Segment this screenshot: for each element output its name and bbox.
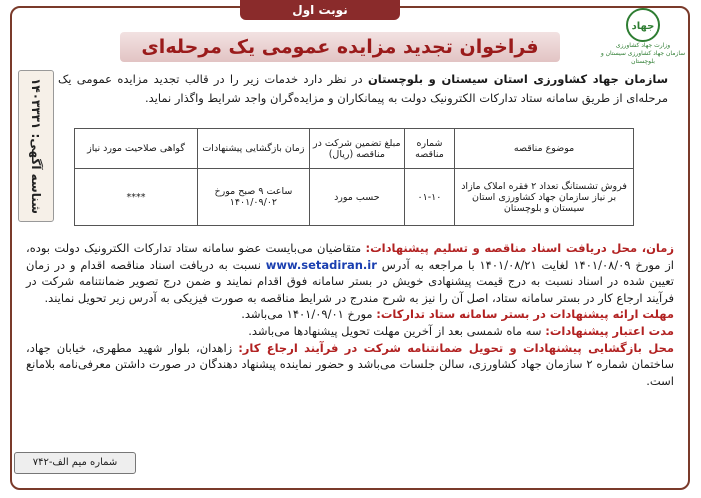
ad-id-box [18,70,54,222]
paragraph-deadline [26,306,674,323]
organization-logo [599,8,687,68]
documents-title: زمان، محل دریافت اسناد مناقصه و تسلیم پیشنهادات: [365,241,674,255]
round-tab: نوبت اول [240,0,400,20]
footer-reference-code: شماره میم الف-۷۴۲ [14,452,136,474]
opening-location-text: زاهدان، بلوار شهید مطهری، خیابان جهاد، ساختمان شماره ۲ سازمان جهاد کشاورزی، سالن جلسات می‌باشد و حضور نماینده پیشنهاد دهندگان در صورت داشتن معرفی‌نامه بلامانع است. [26,340,674,388]
opening-location-title: محل بازگشایی پیشنهادات و تحویل ضمانتنامه شرکت در فرآیند ارجاع کار: [238,340,674,355]
paragraph-opening-location [26,340,674,390]
logo-caption-organization: سازمان جهاد کشاورزی سیستان و بلوچستان [600,50,686,65]
notice-headline: فراخوان تجدید مزایده عمومی یک مرحله‌ای [120,32,560,62]
intro-text: در نظر دارد خدمات زیر را در قالب تجدید مزایده عمومی یک مرحله‌ای از طریق سامانه ستاد تدارکات الکترونیک دولت به پیمانکاران و مزایده‌گران واجد شرایط واگذار نماید. [58,72,668,105]
table-row [75,169,634,226]
cell-certificate: **** [75,169,198,226]
validity-title: مدت اعتبار پیشنهادات: [545,323,674,338]
cell-number: ۰۱-۱۰ [404,169,454,226]
notice-body [26,240,674,389]
header-opening-time: زمان بازگشایی پیشنهادات [198,129,310,169]
cell-guarantee: حسب مورد [309,169,404,226]
documents-text-a: متقاضیان می‌بایست عضو سامانه ستاد تدارکات الکترونیک دولت بوده، از مورخ ۱۴۰۱/۰۸/۰۹ لغایت ۱۴۰۱/۰۸/۲۱ با مراجعه به آدرس [26,241,674,272]
setadiran-link[interactable]: www.setadiran.ir [265,257,377,272]
deadline-text: مورخ ۱۴۰۱/۰۹/۰۱ می‌باشد. [241,307,377,322]
organization-name: سازمان جهاد کشاورزی استان سیستان و بلوچستان [367,72,669,86]
validity-text: سه ماه شمسی بعد از آخرین مهلت تحویل پیشنهادها می‌باشد. [248,323,546,338]
jahad-seal-icon: جهاد [626,8,660,42]
header-subject: موضوع مناقصه [455,129,634,169]
intro-paragraph [58,70,668,108]
table-header-row [75,129,634,169]
documents-text-b: نسبت به دریافت اسناد مناقصه اقدام و در زمان تعیین شده در اسناد نسبت به درج قیمت پیشنهادی خویش در بستر سامانه فوق اقدام نمایند و ضمن درج تصویر ضمانتنامه شرکت در فرآیند ارجاع کار در بستر سامانه ستاد، اصل آن را نیز به شرح مندرج در شرایط مناقصه به صورت فیزیکی به آدرس زیر تحویل نمایند. [26,257,674,305]
paragraph-validity [26,323,674,340]
logo-caption-ministry: وزارت جهاد کشاورزی [615,42,671,49]
ad-id-label: شناسه آگهی: ۱۴۰۳۳۳۱ [29,78,43,214]
deadline-title: مهلت ارائه پیشنهادات در بستر سامانه ستاد تدارکات: [376,307,674,322]
paragraph-documents [26,240,674,306]
cell-opening-time: ساعت ۹ صبح مورخ ۱۴۰۱/۰۹/۰۲ [198,169,310,226]
tender-table [74,128,634,226]
header-guarantee: مبلغ تضمین شرکت در مناقصه (ریال) [309,129,404,169]
header-number: شماره مناقصه [404,129,454,169]
header-certificate: گواهی صلاحیت مورد نیاز [75,129,198,169]
cell-subject: فروش تشستانگ تعداد ۲ فقره املاک مازاد بر نیاز سازمان جهاد کشاورزی استان سیستان و بلوچستان [455,169,634,226]
